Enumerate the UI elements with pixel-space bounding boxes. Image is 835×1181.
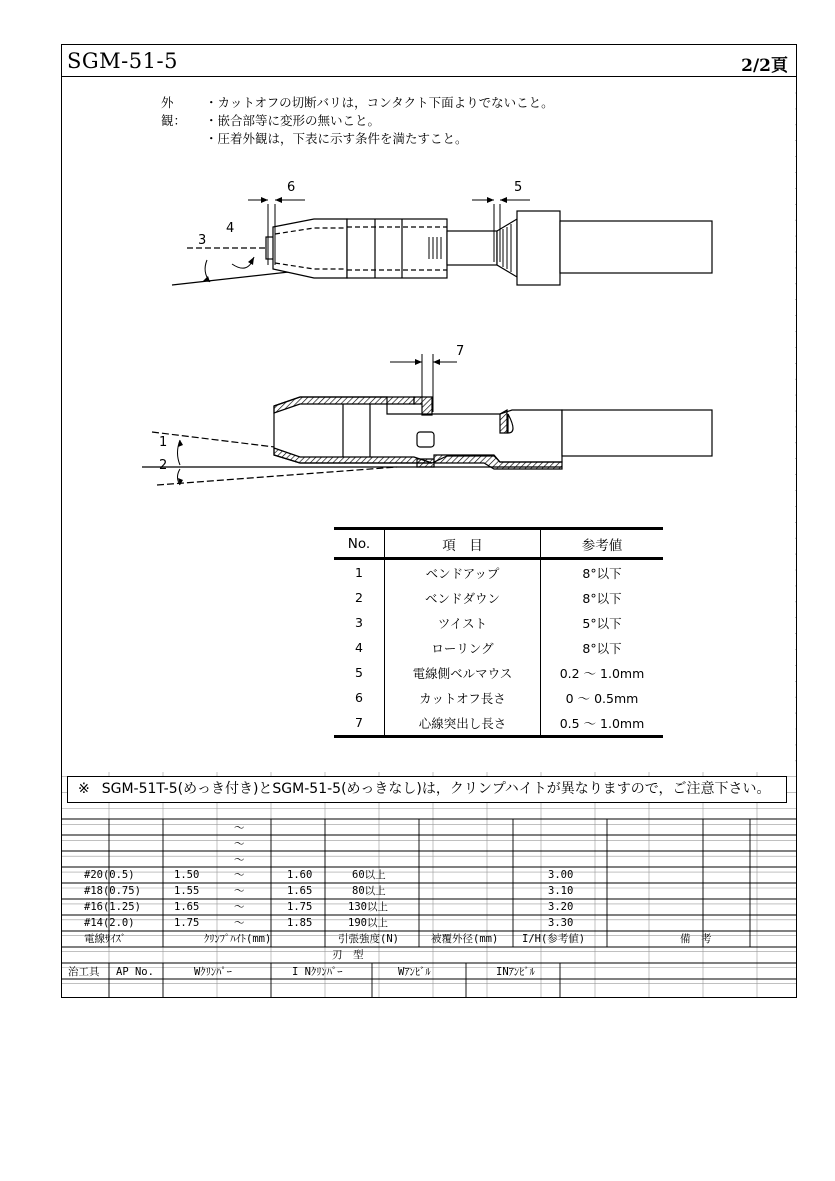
wire-size: #14(2.0)	[84, 917, 135, 929]
in-anvil-label: INｱﾝﾋﾞﾙ	[496, 966, 535, 978]
spec-no: 1	[334, 559, 385, 586]
spec-no: 5	[334, 660, 385, 685]
header-insulation-od: 被覆外径(mm)	[431, 933, 499, 945]
appearance-section	[62, 77, 795, 772]
in-crimper-label: I Nｸﾘﾝﾊﾟｰ	[292, 966, 343, 978]
tapered-barrel	[273, 219, 347, 278]
footer-line	[721, 997, 796, 998]
crimp-max: 1.75	[287, 901, 313, 913]
crimp-min: 1.50	[174, 869, 200, 881]
callout-5: 5	[514, 180, 523, 195]
notice-mark: ※	[78, 781, 90, 797]
callout-1: 1	[159, 435, 168, 450]
spec-item: ツイスト	[385, 610, 541, 635]
spec-no: 4	[334, 635, 385, 660]
crimp-sep: ～	[234, 901, 245, 913]
contact-body	[347, 219, 447, 278]
spec-item: カットオフ長さ	[385, 685, 541, 710]
insulated-wire	[560, 221, 712, 273]
header-tensile: 引張強度(N)	[338, 933, 399, 945]
crimp-max: 1.60	[287, 869, 313, 881]
spec-value: 8°以下	[582, 640, 622, 656]
w-crimper-label: Wｸﾘﾝﾊﾟｰ	[194, 966, 232, 978]
ih-value: 3.30	[548, 917, 574, 929]
spec-item: ローリング	[385, 635, 541, 660]
spec-item: ベンドダウン	[385, 585, 541, 610]
spec-row	[334, 585, 663, 610]
tensile: 190以上	[348, 917, 388, 929]
callout-2: 2	[159, 458, 168, 473]
blade-label: 刃 型	[332, 949, 364, 961]
header-crimp-height: ｸﾘﾝﾌﾟﾊｲﾄ(mm)	[204, 933, 272, 945]
ih-value: 3.20	[548, 901, 574, 913]
spec-item: 電線側ベルマウス	[385, 660, 541, 685]
jig-label: 治工具	[68, 966, 100, 978]
spec-no: 3	[334, 610, 385, 635]
notes-label: 外 観：	[161, 95, 187, 128]
ap-no-label: AP No.	[116, 966, 154, 978]
w-anvil-label: Wｱﾝﾋﾞﾙ	[398, 966, 431, 978]
header-ih: I/H(参考値)	[522, 933, 586, 945]
document-title: SGM-51-5	[67, 49, 178, 73]
section-outline	[274, 397, 562, 463]
callout-6: 6	[287, 180, 296, 195]
contact-drawing	[62, 77, 795, 527]
spec-row	[334, 685, 663, 710]
spec-value: 8°以下	[582, 590, 622, 606]
spec-no: 6	[334, 685, 385, 710]
ih-value: 3.10	[548, 885, 574, 897]
callout-4: 4	[226, 221, 235, 236]
crimp-sep: ～	[234, 917, 245, 929]
crimp-sep: ～	[234, 885, 245, 897]
bend-down-ref	[157, 467, 397, 485]
tensile: 80以上	[352, 885, 386, 897]
wire-size: #20(0.5)	[84, 869, 135, 881]
spec-row	[334, 610, 663, 635]
crimp-min: 1.55	[174, 885, 200, 897]
spec-row	[334, 710, 663, 737]
spec-item: 心線突出し長さ	[385, 710, 541, 737]
spec-header-row	[334, 529, 663, 559]
spec-header-value: 参考値	[541, 529, 664, 559]
spec-value: 8°以下	[582, 565, 622, 581]
crimp-min: 1.75	[174, 917, 200, 929]
page-number: 2/2頁	[741, 56, 788, 76]
crimp-max: 1.85	[287, 917, 313, 929]
callout-3: 3	[198, 233, 207, 248]
spec-row	[334, 660, 663, 685]
note-item: ・カットオフの切断バリは，コンタクト下面よりでないこと。	[205, 95, 554, 110]
blank-tilde: ～	[234, 854, 245, 866]
spec-row	[334, 559, 663, 586]
spec-value: 0.2 ～ 1.0mm	[559, 665, 645, 681]
plating-notice	[67, 776, 787, 803]
notice-text: SGM-51T-5(めっき付き)とSGM-51-5(めっきなし)は，クリンプハイトが異なりますので，ご注意下さい。	[101, 781, 771, 797]
crimp-sep: ～	[234, 869, 245, 881]
note-item: ・嵌合部等に変形の無いこと。	[205, 113, 381, 128]
spec-row	[334, 635, 663, 660]
crimp-max: 1.65	[287, 885, 313, 897]
tensile: 130以上	[348, 901, 388, 913]
spec-table	[334, 527, 663, 738]
spec-value: 5°以下	[582, 615, 622, 631]
blank-tilde: ～	[234, 838, 245, 850]
header-remarks: 備 考	[680, 933, 712, 945]
callout-7: 7	[456, 344, 465, 359]
ih-value: 3.00	[548, 869, 574, 881]
spec-no: 2	[334, 585, 385, 610]
wire-size: #18(0.75)	[84, 885, 141, 897]
spec-header-no: No.	[334, 529, 385, 559]
spec-value: 0.5 ～ 1.0mm	[541, 710, 664, 737]
tensile: 60以上	[352, 869, 386, 881]
section-wire	[562, 410, 712, 456]
spec-no: 7	[334, 710, 385, 737]
blank-tilde: ～	[234, 822, 245, 834]
spec-header-item: 項 目	[385, 529, 541, 559]
contact-neck	[447, 231, 497, 265]
header-wire-size: 電線ｻｲｽﾞ	[84, 933, 126, 945]
crimp-min: 1.65	[174, 901, 200, 913]
spec-item: ベンドアップ	[385, 559, 541, 586]
wire-size: #16(1.25)	[84, 901, 141, 913]
spec-value: 0 ～ 0.5mm	[565, 690, 639, 706]
document-sheet	[61, 44, 797, 998]
note-item: ・圧着外観は，下表に示す条件を満たすこと。	[205, 131, 468, 146]
